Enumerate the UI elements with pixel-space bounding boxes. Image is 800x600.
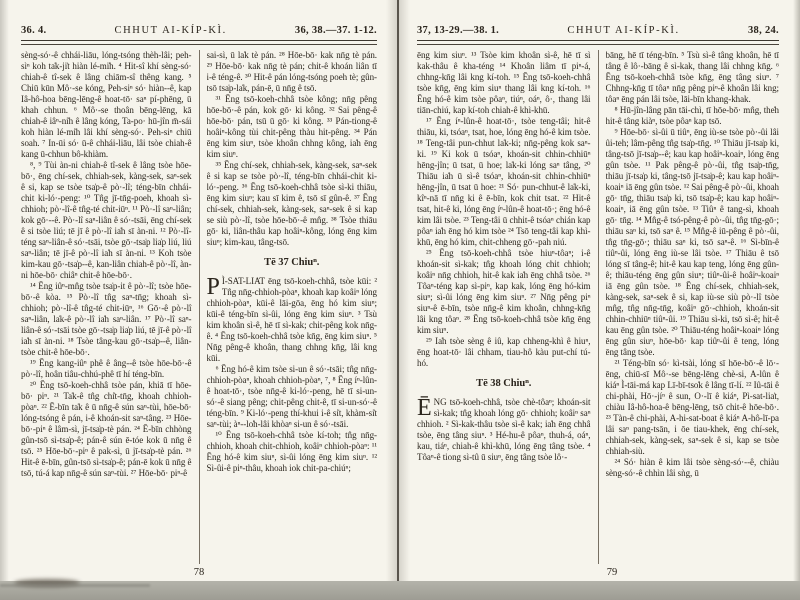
text-paragraph: ⁹ Hōe-bō· sì-ûi ū tiûⁿ, ēng iù-se tsòe pò·-ûi lâi ûi-teh; lâm-pêng tn̂g tsa̍p-tn̄g. ¹⁰ Thiāu jī-tsa̍p ki, tâng-tsō jī-tsa̍p--ê; kau kap hoâiⁿ-koaiⁿ, lóng ēng gûn tsòe. ¹¹ Pak pêng-ê pò·-ûi, tn̂g tsa̍p-tn̄g, thiāu jī-tsa̍p ki, tâng-tsō jī-tsa̍p-ê; kau kap hoâiⁿ-koaiⁿ iā ēng gûn tsòe. ¹² Sai pêng-ê pò·-ûi, khoah gō· tn̄g, thiāu tsa̍p ki, tsō tsa̍p-ê; kau kap hoâiⁿ-koaiⁿ, iā ēng gûn tsòe. ¹³ Tiûⁿ ê tang-sì, khoah gō· tn̄g. ¹⁴ Mn̂g-ê tsó-pêng-ê pò·-ûi, tn̂g tn̄g-gō·; thiāu saⁿ ki, tsō saⁿ ê. ¹⁵ Mn̂g-ê iū-pêng ê pò·-ûi, tn̂g tn̄g-gō·; thiāu saⁿ ki, tsō saⁿ-ê. ¹⁶ Sì-bīn-ê tiûⁿ-ûi, lóng ēng iù-se lâi tsòe. ¹⁷ Thiāu ê tsō lóng sī tâng-ê; hit-ê kau kap teng, lóng ēng gûn-ê; thiāu-téng ēng gûn siuⁿ; tiûⁿ-ûi-ê hoâiⁿ-koaiⁿ iā ēng gûn tsòe. ¹⁸ Ēng chí-sek, chhiah-sek, kàng-sek, saⁿ-sek ê si, kap iù-se siù pò·-lî tsòe mn̂g, tn̂g nn̄g-tn̄g, koâiⁿ gō·-chhioh, khoán-sit chhin-chhiūⁿ tiûⁿ-ûi. ¹⁹ Thiāu sì-ki, tsō sì-ê; hit-ê kau ēng gûn tsòe. ²⁰ Thiāu-téng hoâiⁿ-koaiⁿ lóng ēng gûn siuⁿ, hōe-bō· kap tiûⁿ-ûi ê teng, lóng ēng tâng tsòe.	[605, 127, 779, 357]
book-title: CHHUT AI-KÍP-KÌ.	[114, 25, 227, 36]
text-column	[606, 50, 780, 564]
chapter-heading: Tē 37 Chiuⁿ.	[264, 257, 320, 268]
text-paragraph: ⁶ Ēng hó-ê kim tsòe si-un ê só·-tsāi; tn̂g nn̄g-chhioh-pòaⁿ, khoah chhioh-pòaⁿ, ⁷, ⁸ Ēng íⁿ-lûn-ê hoat-tō·, tsòe nn̄g-ê ki-ló·-peng, hē tī si-un-só·-ê siang pêng; chit-pêng chit-ê, tī si-un-só·-ê téng-bīn. ⁹ Ki-ló·-peng thí-khui i-ê si̍t, khàm-si̍t saⁿ-tùi; àⁿ--lo̍h-lâi khòaⁿ si-un ê só·-tsāi.	[206, 364, 377, 429]
running-head-right-page	[417, 25, 779, 37]
drop-cap-letter: Ē	[417, 395, 432, 421]
scan-right-edge	[793, 0, 800, 600]
running-head-left-page	[21, 25, 377, 37]
text-paragraph: ēng kim siuⁿ. ¹³ Tsòe kim khoân sì-ê, hē tī sì kak-thâu ê kha-téng ¹⁴ Khoân liâm tī piⁿ-á, chhng-kn̄g lâi kng kí-toh. ¹⁵ Ēng tsō-koeh-chhâ tsòe kn̄g, ēng kim siuⁿ thang lâi kng kí-toh. ¹⁶ Ēng hó-ê kim tsòe pôaⁿ, tiúⁿ, oáⁿ, ô·, thang lâi tiān-chiú, kap kí-toh chiah-ê khì-khū.	[417, 50, 591, 115]
text-column	[417, 50, 591, 564]
text-column	[21, 50, 192, 564]
drop-cap-letter: P	[206, 274, 220, 300]
book-title: CHHUT AI-KÍP-KÌ.	[567, 25, 680, 36]
text-paragraph: ¹⁰ Ēng tsō-koeh-chhâ tsòe kí-toh; tn̂g nn̄g-chhioh, khoah chit-chhioh, koâiⁿ chhioh-pòaⁿ: ¹¹ Ēng hó-ê kim siuⁿ, sì-ûi lóng ēng kim siuⁿ. ¹² Sì-ûi-ê piⁿ-thâu, khoah iok chit-pa-chiúⁿ;	[206, 430, 377, 473]
head-verse-ref-right: 36, 38.—37. 1-12.	[294, 25, 377, 36]
header-double-rule	[21, 40, 377, 45]
page-79	[404, 0, 792, 581]
text-paragraph: ⁸ Hū-jîn-lâng pān tāi-chì, tī hōe-bō· mn̂g, the̍h hit-ê tâng kiàⁿ, tsòe pôaⁿ kap tsō.	[605, 105, 779, 126]
scan-left-edge	[0, 0, 9, 600]
text-column	[207, 50, 378, 564]
text-paragraph: ⁸, ⁹ Tùi àn-ni chiah-ê tî-sek ê lâng tsòe hōe-bō·, ēng chí-sek, chhiah-sek, kàng-sek, saⁿ-sek ê si, kap se tsòe tsa̍p-ê pò·-lî; téng-bīn chhái-chit ki-ló·-peng: ¹⁰ Tn̂g jī-tn̄g-poeh, khoah sì-chhioh; pò·-lî-ê tn̂g-té chit-iūⁿ. ¹¹ Pò·-lî saⁿ-liân; kok gō·--ê. Pò·-lî saⁿ-liân ê só·-tsāi, ēng chí-sek ê si tsòe liú; tē jī ê pò·-lî ia̍h sī àn-ni. ¹² Pò·-lî-téng saⁿ-liân-ê só·-tsāi, tsòe gō·-tsa̍p lia̍p liú, liú saⁿ-liân; tē jī-ê pò·-lî ia̍h sī àn-ni. ¹³ Koh tsòe kim-kau gō·-tsa̍p--ê, kan-liân chiah-ê pò·-lî, àn-ni hōe-bō· chiâⁿ chit-ê hōe-bō·.	[21, 160, 192, 280]
text-paragraph: ³¹ Ēng tsō-koeh-chhâ tsòe kông; nn̄g pêng hōe-bō·-ê pán, kok gō· ki kông. ³² Sai pêng-ê hōe-bō· pán, tsū ū gō· ki kông. ³³ Pán-tiong-ê hoâiⁿ-kông tùi chit-pêng thàu hit-pêng. ³⁴ Pán ēng kim siuⁿ, tsòe khoân chhng kông, ia̍h ēng kim siuⁿ.	[206, 94, 377, 159]
text-paragraph: ¹⁷ Ēng íⁿ-lûn-ê hoat-tō·, tsòe teng-tâi; hit-ê thiāu, ki, tsóaⁿ, tsat, hoe, lóng ēng hó-ê kim tsòe. ¹⁸ Teng-tâi pun-chhut la̍k-ki; nn̄g-pêng kok saⁿ-ki. ¹⁹ Ki kok ū tsóaⁿ, khoán-sit chhin-chhiūⁿ hēng-jîn; ū tsat, ū hoe; la̍k-ki lóng saⁿ tâng, ²⁰ Thiāu ia̍h ū sì-ê tsóaⁿ, khoán-sit chhin-chhiūⁿ hēng-jîn, ū tsat ū hoe: ²¹ Só· pun-chhut-ê la̍k-ki, kîⁿ-nā tī nn̄g ki ê ē-bīn, kok chit tsat. ²² Hit-ê tsat, hit-ê ki, lóng ēng íⁿ-lûn-ê hoat-tō·; ēng hó-ê kim lâi tsòe. ²³ Teng-tâi ū chhit-ê tsóaⁿ chián kap pôaⁿ ia̍h ēng hó kim tsòe ²⁴ Tsō teng-tâi kap khì-khū, ēng hó kim, chit-chheng gō·-pah niú.	[417, 116, 591, 247]
text-paragraph: sèng-só·-ê chhái-liāu, lóng-tsóng thèh-lâi; peh-sìⁿ koh ta̍k-ji̍t hiàn lé-mi̍h. ⁴ Hit-sî khí sèng-só· chiah-ê tî-sek ê lâng chiām-sî thêng kang. ⁵ Chiū kūn Mô·-se kóng, Peh-siⁿ só· hiàn--ê, kap Iâ-hô-hoa bēng-lēng-ê hoat-tō· saⁿ pí-phēng, ū khah chhun. ⁶ Mô·-se thoân bēng-lēng, kā chiah-ê iâⁿ-ni̍h ê lâng kóng, Ta-po· hū-jîn m̄-sái koh hiàn lé-mi̍h lâi khí sèng-só·. Peh-siⁿ chiū soah. ⁷ In-ūi só· ū-ê chhái-liāu, lâi tsòe chiah-ê kang ū-chhun bô-khiàm.	[21, 50, 192, 159]
text-block	[417, 50, 779, 564]
chapter-heading: Tē 38 Chiuⁿ.	[476, 378, 532, 389]
head-verse-ref-right: 38, 24.	[748, 25, 779, 36]
scan-streak	[0, 584, 150, 587]
text-paragraph: ¹⁹ Ēng kang-iûⁿ phê ê âng--ê tsòe hōe-bō·-ê pò·-lî, hoân tiâu-chhú-phê tī hí téng-bīn.	[21, 358, 192, 379]
page-78	[8, 0, 390, 581]
text-paragraph: ³⁵ Ēng chí-sek, chhiah-sek, kàng-sek, saⁿ-sek ê si kap se tsòe pò·-lî, téng-bīn chhái-chit ki-ló·-peng. ³⁶ Ēng tsō-koeh-chhâ tsòe sì-ki thiāu, ēng kim siuⁿ; kau sī kim ê, tsō sī gûn-ê. ³⁷ Ēng chí-sek, chhiah-sek, kàng-sek, saⁿ-sek ê si kap se siù pò·-lî, tsòe hōe-bō·-ê mn̂g. ³⁸ Tsòe thiāu gō· ki, liân-thâu kap hoâiⁿ-kông, lóng ēng kim siuⁿ; kim-kau, tâng-tsō.	[206, 160, 377, 247]
page-number: 79	[606, 567, 618, 578]
column-divider	[199, 50, 200, 564]
header-double-rule	[417, 40, 779, 45]
text-paragraph: bāng, hē tī téng-bīn. ⁵ Tsù sì-ê tâng khoân, hē tī tâng ê lô·-bāng ê sì-kak, thang lâi chhng kn̄g. ⁶ Ēng tsō-koeh-chhâ tsòe kn̄g, ēng tâng siuⁿ. ⁷ Chhng-kn̄g tī tôaⁿ nn̄g pêng piⁿ-ê khoân lâi kng; tôaⁿ ēng pán lâi tsòe, lāi-bīn khang-khak.	[605, 50, 779, 104]
text-paragraph: sai-sì, ū la̍k tè pán. ²⁸ Hōe-bō· kak nn̄g tè pán. ²⁹ Hōe-bō· kak nn̄g tè pán; chit-ê khoán liân tī i-ê téng-ê. ³⁰ Hit-ê pán lóng-tsóng poeh tè; gûn-tsō tsa̍p-la̍k, pán-ē, ū nn̄g ê tsō.	[206, 50, 377, 93]
text-paragraph: ²⁵ Ēng tsō-koeh-chhâ tsòe hiuⁿ-tôaⁿ; i-ê khoán-sit sì-kak; tn̂g khoah lóng chit chhioh; koâiⁿ nn̄g chhioh, hit-ê kak ia̍h ēng chhâ tsòe. ²⁶ Tôaⁿ-téng kap sì-piⁿ, kap kak, lóng ēng hó-kim siuⁿ; sì-ûi lóng ēng kim siuⁿ. ²⁷ Nn̄g pêng piⁿ siuⁿ-ê ē-bīn, tsòe nn̄g-ê kim khoân, chhng-kn̄g lâi kng tôaⁿ. ²⁸ Ēng tsō-koeh-chhâ tsòe kn̄g ēng kim siuⁿ.	[417, 248, 591, 335]
text-paragraph: ²⁹ Ia̍h tsòe sèng ê iû, kap chheng-khì ê hiuⁿ, ēng hoat-tō· lâi chham, tiau-hô kàu put-chí tú-hó.	[417, 336, 591, 368]
text-paragraph: P Ì-SAT-LIA̍T ēng tsō-koeh-chhâ, tsòe kūi: ² Tn̂g nn̄g-chhioh-pòaⁿ, khoah kap koâiⁿ lóng chhioh-pòaⁿ, kūi-ê lāi-gōa, ēng hó kim siuⁿ; kūi-ê téng-bīn sì-ûi, lóng ēng kim siuⁿ. ³ Tsù kim khoân sì-ê, hē tī sì-kak; chit-pêng kok nn̄g-ê. ⁴ Ēng tsō-koeh-chhâ tsòe kn̄g, ēng kim siuⁿ. ⁵ Nn̄g pêng-ê khoân, thang chhng kn̄g, lâi kng kūi.	[206, 274, 377, 363]
text-block	[21, 50, 377, 564]
head-verse-ref-left: 36. 4.	[21, 25, 47, 36]
text-paragraph: ²¹ Téng-bīn só· kì-tsài, lóng sī hōe-bō·-ê lō·-ēng, chiū-sī Mô·-se bēng-lēng chè-si, A-lûn ê kiáⁿ Ì-tāi-má kap Lī-bī-tso̍k ê lâng tī-lí. ²² Iû-tāi ê chi-phài, Hō·-jíⁿ ê sun, O·-lī ê kiáⁿ, Pì-sat-lia̍t, chiàu Iâ-hô-hoa-ê bēng-lēng, tsō chit-ê hōe-bō·. ²³ Tàn-ê chi-phài, A-hi-sat-boat ê kiáⁿ A-hô-lī-pa lâi saⁿ pang-tsān, i ōe tiau-khek, ēng chí-sek, chhiah-sek, kàng-sek, saⁿ-sek ê si, kap se tsòe chhiah-siù.	[605, 358, 779, 456]
column-divider	[598, 50, 599, 564]
page-number: 78	[193, 567, 205, 578]
text-paragraph: ¹⁴ Ēng iûⁿ-mn̂g tsòe tsa̍p-it ê pò·-lî; tsòe hōe-bō·-ê kòa. ¹⁵ Pò·-lî tn̂g saⁿ-tn̄g; khoah sì-chhioh; pò·-lî-ê tn̂g-té chit-iūⁿ, ¹⁶ Gō·-ê pò·-lî saⁿ-liân, la̍k-ê pò·-lî ia̍h saⁿ-liân. ¹⁷ Pò·-lî saⁿ-liân-ê só·-tsāi tsòe gō·-tsa̍p lia̍p liú, tē jī-ê pò·-lî ia̍h sī àn-ni. ¹⁸ Tsòe tâng-kau gō·-tsa̍p--ê, liân-tsòe chit-ê hōe-bō·.	[21, 281, 192, 357]
text-paragraph: ²⁴ Só· hiàn ê kim lâi tsòe sèng-só·--ê, chiàu sèng-só·-ê chhìn lâi sǹg, ū	[605, 457, 779, 478]
text-paragraph: ĒNG tsō-koeh-chhâ, tsòe chè-tôaⁿ; khoán-sit sì-kak; tn̂g khoah lóng gō· chhioh; koâiⁿ saⁿ chhioh. ² Sì-kak-thâu tsòe sì-ê kak; ia̍h ēng chhâ tsòe, ēng tâng siuⁿ. ³ Hé-hu-ê pôaⁿ, thuh-á, oáⁿ, kau, tiáⁿ, chiah-ê khì-khū, lóng ēng tâng tsòe. ⁴ Tôaⁿ-ê tiong sì-tû ū siuⁿ, ēng tâng tsòe lô·-	[417, 395, 591, 462]
text-paragraph: ²⁰ Ēng tsō-koeh-chhâ tsòe pán, khiā tī hōe-bō· piⁿ. ²¹ Ta̍k-ê tn̂g chi̍t-tn̄g, khoah chhioh-pòaⁿ. ²² Ē-bīn ta̍k ê ū nn̄g-ê sún saⁿ-tùi, hōe-bō· lóng-tsóng ê pán, i-ê khoán-sit saⁿ-tâng. ²³ Hōe-bō·-piⁿ ê lâm-sì, jī-tsa̍p-tè pán. ²⁴ Ē-bīn chhòng gûn-tsō sì-tsa̍p-ê; pán-ê sún ē-tóe kok ū nn̄g ê tsō. ²⁵ Hōe-bō·-piⁿ ê pak-sì, ū jī-tsa̍p-tè pán. ²⁶ Hit-ê ē-bīn, gûn-tsō sì-tsa̍p-ê; pán-ē kok ū nn̄g ê tsō, tú-á kap nn̄g-ê sún saⁿ-tùi. ²⁷ Hōe-bō· piⁿ-ê	[21, 380, 192, 478]
book-gutter-line	[397, 0, 399, 588]
head-verse-ref-left: 37, 13-29.—38. 1.	[417, 25, 500, 36]
